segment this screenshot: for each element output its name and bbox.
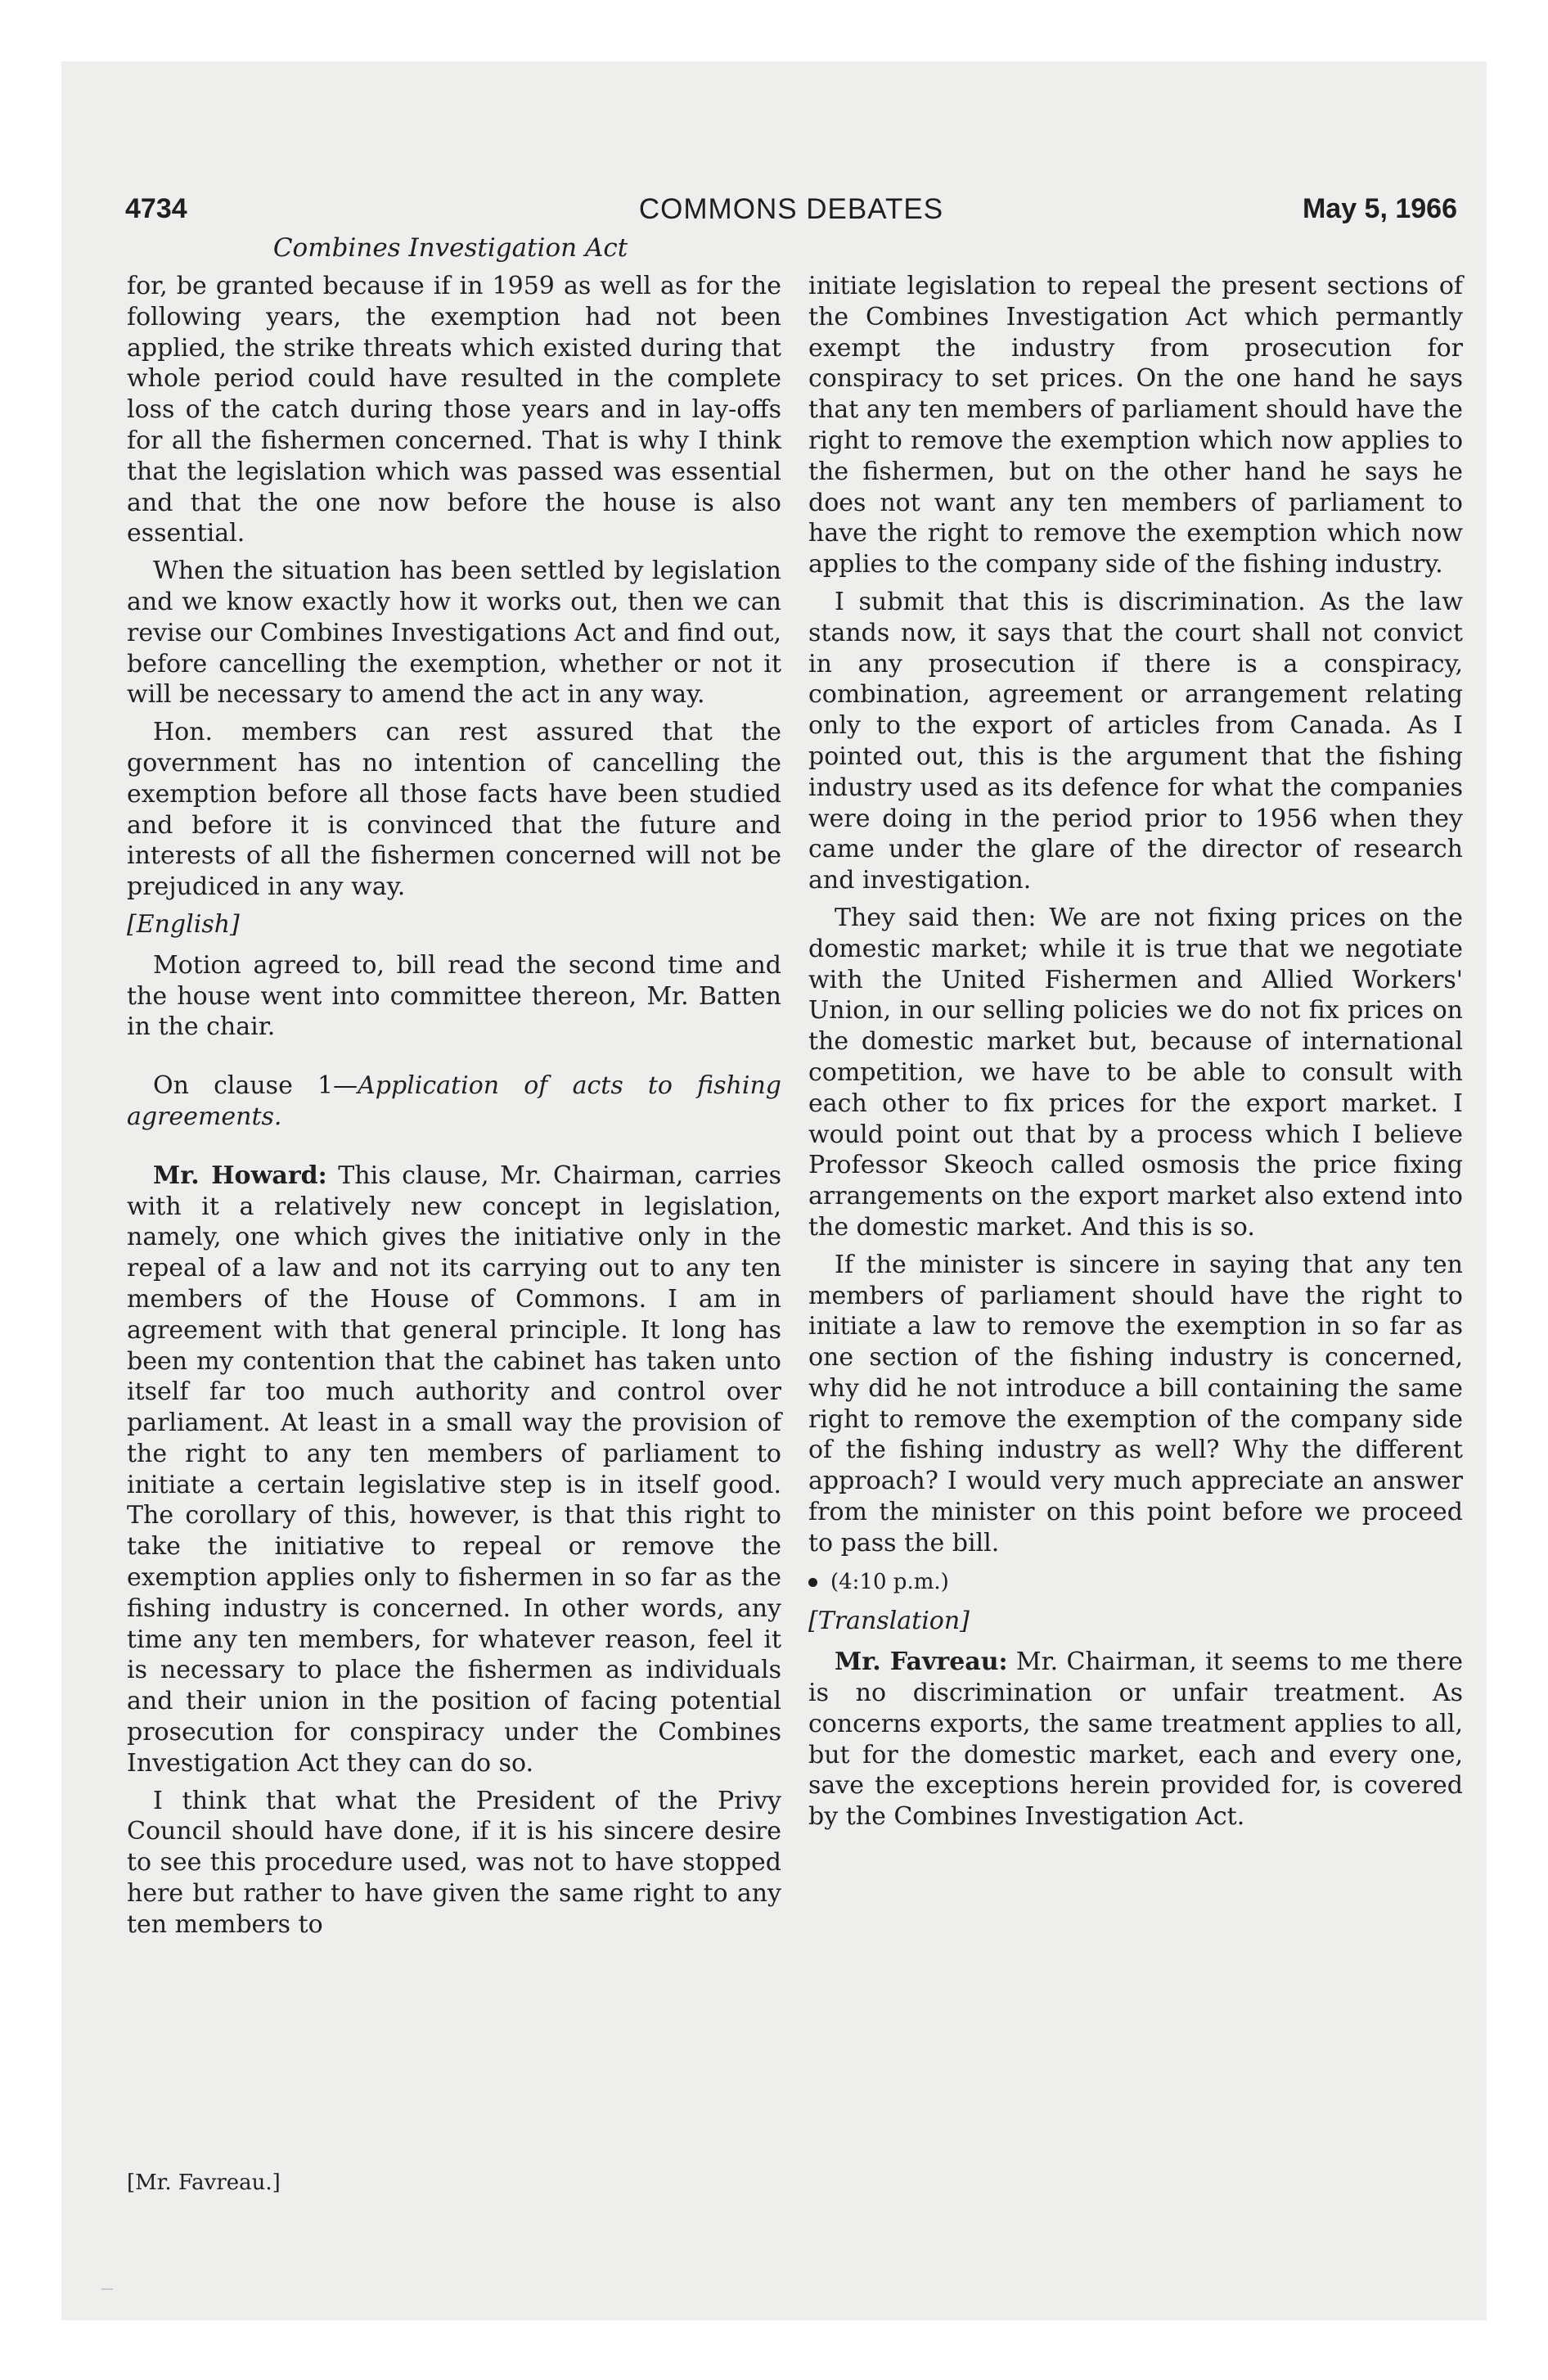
page-header [125,193,1457,234]
speech-text: Mr. Chairman, it seems to me there is no discrimination or unfair treatment. As concerns exports, the same treatment applies to all, but for the domestic market, each and every one, save the exceptions herein provided for, is covered by the Combines Investigation Act. [808,1648,1463,1832]
clause-heading [127,1071,781,1133]
margin-mark [101,2288,113,2290]
paragraph: When the situation has been settled by legislation and we know exactly how it works out, then we can revise our Combines Investigations Act and find out, before cancelling the exemption, whether or not it will be necessary to amend the act in any way. [127,557,781,710]
language-marker: [English] [127,909,240,939]
bullet-icon [808,1578,817,1587]
page-number: 4734 [125,193,187,224]
issue-date: May 5, 1966 [1302,193,1457,224]
paragraph: Hon. members can rest assured that the government has no intention of cancelling the exemption before all those facts have been studied and before it is convinced that the future and interests of all the fishermen concerned will not be prejudiced in any way. [127,718,781,902]
clause-prefix: On clause 1— [153,1071,358,1101]
speech-favreau [808,1647,1463,1832]
speech-howard [127,1161,781,1779]
speech-text: This clause, Mr. Chairman, carries with it a relatively new concept in legislation, namely, one which gives the initiative only in the repeal of a law and not its carrying out to any ten members of the House of Commons. I am in agreement with that general principle. It long has been my contention that the cabinet has taken unto itself far too much authority and control over parliament. At least in a small way the provision of the right to any ten members of parliament to initiate a certain legislative step is in itself good. The corollary of this, however, is that this right to take the initiative to repeal or remove the exemption applies only to fishermen in so far as the fishing industry is concerned. In other words, any time any ten members, for whatever reason, feel it is necessary to place the fishermen as individuals and their union in the position of facing potential prosecution for conspiracy under the Combines Investigation Act they can do so. [127,1161,781,1778]
running-subheading: Combines Investigation Act [272,233,628,263]
footer-attribution: [Mr. Favreau.] [127,2170,281,2195]
speaker-name: Mr. Favreau: [835,1648,1008,1677]
paragraph: for, be granted because if in 1959 as well as for the following years, the exemption had not been applied, the strike threats which existed during that whole period could have resulted in the complete loss of the catch during those years and in lay-offs for all the fishermen concerned. That is why I think that the legislation which was passed was essential and that the one now before the house is also essential. [127,272,781,548]
publication-title: COMMONS DEBATES [638,193,944,225]
clause-title: Application of acts to fishing agreements. [127,1071,781,1131]
timestamp [808,1567,1463,1598]
paragraph: Motion agreed to, bill read the second time and the house went into committee thereon, Mr. Batten in the chair. [127,950,781,1042]
language-marker: [Translation] [808,1607,970,1636]
timestamp-text: (4:10 p.m.) [830,1569,949,1594]
paragraph: I submit that this is discrimination. As the law stands now, it says that the court shall not convict in any prosecution if there is a conspiracy, combination, agreement or arrangement relating only to the export of articles from Canada. As I pointed out, this is the argument that the fishing industry used as its defence for what the companies were doing in the period prior to 1956 when they came under the glare of the director of research and investigation. [808,587,1463,895]
paragraph: They said then: We are not fixing prices on the domestic market; while it is true that we negotiate with the United Fishermen and Allied Workers' Union, in our selling policies we do not fix prices on the domestic market but, because of international competition, we have to be able to consult with each other to fix prices for the export market. I would point out that by a process which I believe Professor Skeoch called osmosis the price fixing arrangements on the export market also extend into the domestic market. And this is so. [808,903,1463,1242]
speaker-name: Mr. Howard: [153,1161,327,1190]
paragraph: I think that what the President of the Privy Council should have done, if it is his sincere desire to see this procedure used, was not to have stopped here but rather to have given the same right to any ten members to [127,1786,781,1939]
right-column [808,271,1463,1839]
paragraph: If the minister is sincere in saying that any ten members of parliament should have the right to initiate a law to remove the exemption in so far as one section of the fishing industry is concerned, why did he not introduce a bill containing the same right to remove the exemption of the company side of the fishing industry as well? Why the different approach? I would very much appreciate an answer from the minister on this point before we proceed to pass the bill. [808,1250,1463,1557]
left-column [127,271,781,1947]
paragraph: initiate legislation to repeal the present sections of the Combines Investigation Act which permantly exempt the industry from prosecution for conspiracy to set prices. On the one hand he says that any ten members of parliament should have the right to remove the exemption which now applies to the fishermen, but on the other hand he says he does not want any ten members of parliament to have the right to remove the exemption which now applies to the company side of the fishing industry. [808,272,1463,579]
